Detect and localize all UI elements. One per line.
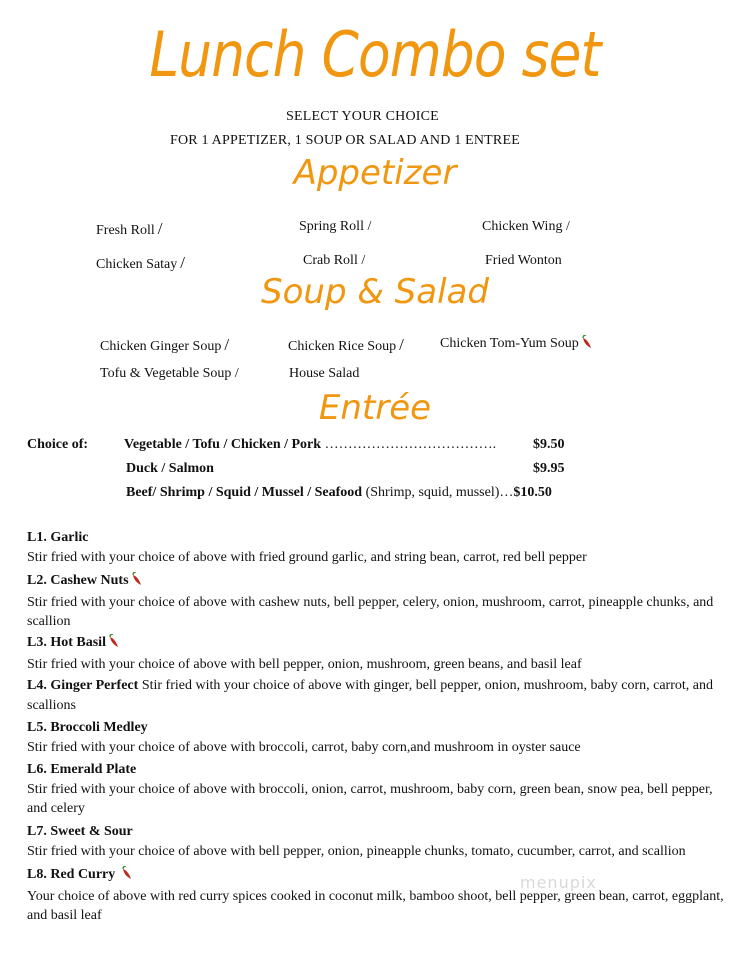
- dish-description: Stir fried with your choice of above with fried ground garlic, and string bean, carrot, red bell pepper: [27, 549, 587, 565]
- appetizer-item: Fresh Roll /: [96, 219, 163, 238]
- appetizer-item: Spring Roll /: [299, 219, 372, 234]
- dish-name: L2. Cashew Nuts: [27, 573, 129, 588]
- appetizer-item: Chicken Satay /: [96, 253, 185, 272]
- dish-description: Your choice of above with red curry spices cooked in coconut milk, bamboo shoot, bell pepper, green bean, carrot, eggplant, and basil leaf: [27, 888, 724, 923]
- entree-option: Vegetable / Tofu / Chicken / Pork ……………………………….: [124, 437, 497, 452]
- dish-name: L8. Red Curry: [27, 867, 116, 882]
- watermark: menupix: [520, 873, 597, 892]
- entree-option: Beef/ Shrimp / Squid / Mussel / Seafood (Shrimp, squid, mussel)…$10.50: [126, 485, 552, 500]
- entree-price: $9.95: [533, 461, 565, 476]
- menu-title: Lunch Combo set: [149, 18, 601, 91]
- chili-pepper-icon: [581, 335, 593, 354]
- dish-item: [27, 571, 727, 632]
- dish-description: Stir fried with your choice of above with ginger, bell pepper, onion, mushroom, baby corn, carrot, and scallions: [27, 678, 713, 713]
- dish-item: [27, 760, 727, 819]
- dish-name: L7. Sweet & Sour: [27, 824, 133, 839]
- entree-option: Duck / Salmon: [126, 461, 214, 476]
- soup-salad-item: Chicken Tom-Yum Soup: [440, 335, 593, 354]
- dish-name: L3. Hot Basil: [27, 635, 106, 650]
- appetizer-item: Fried Wonton: [485, 253, 562, 268]
- dish-name: L5. Broccoli Medley: [27, 720, 148, 735]
- appetizer-item: Crab Roll /: [303, 253, 366, 268]
- subtitle-line-1: SELECT YOUR CHOICE: [286, 109, 439, 124]
- dish-item: [27, 865, 727, 926]
- soup-salad-item: House Salad: [289, 366, 360, 381]
- dish-item: [27, 718, 727, 757]
- choice-label: Choice of:: [27, 437, 89, 452]
- dish-description: Stir fried with your choice of above with broccoli, carrot, baby corn,and mushroom in oyster sauce: [27, 739, 581, 755]
- soup-salad-item: Chicken Rice Soup /: [288, 335, 404, 354]
- subtitle-line-2: FOR 1 APPETIZER, 1 SOUP OR SALAD AND 1 ENTREE: [170, 133, 520, 148]
- chili-pepper-icon: [131, 572, 143, 593]
- dish-description: Stir fried with your choice of above with bell pepper, onion, pineapple chunks, tomato, cucumber, carrot, and scallion: [27, 843, 686, 859]
- soup-salad-heading: Soup & Salad: [261, 272, 489, 312]
- appetizer-item: Chicken Wing /: [482, 219, 570, 234]
- appetizer-heading: Appetizer: [293, 153, 457, 193]
- dish-description: Stir fried with your choice of above with bell pepper, onion, mushroom, green beans, and basil leaf: [27, 656, 582, 672]
- dish-name: L4. Ginger Perfect: [27, 678, 139, 693]
- dish-item: [27, 822, 727, 861]
- entree-price: $9.50: [533, 437, 565, 452]
- dish-name: L6. Emerald Plate: [27, 762, 137, 777]
- soup-salad-item: Tofu & Vegetable Soup /: [100, 366, 239, 381]
- dish-item: [27, 633, 727, 674]
- dish-item: [27, 528, 727, 567]
- chili-pepper-icon: [108, 634, 120, 655]
- entree-heading: Entrée: [318, 388, 432, 428]
- dish-description: Stir fried with your choice of above with broccoli, onion, carrot, mushroom, baby corn, green bean, snow pea, bell pepper, and celery: [27, 781, 713, 816]
- dish-name: L1. Garlic: [27, 530, 89, 545]
- chili-pepper-icon: [121, 866, 133, 887]
- dish-item: [27, 676, 727, 715]
- soup-salad-item: Chicken Ginger Soup /: [100, 335, 230, 354]
- dish-description: Stir fried with your choice of above with cashew nuts, bell pepper, celery, onion, mushroom, carrot, pineapple chunks, and scallion: [27, 594, 714, 629]
